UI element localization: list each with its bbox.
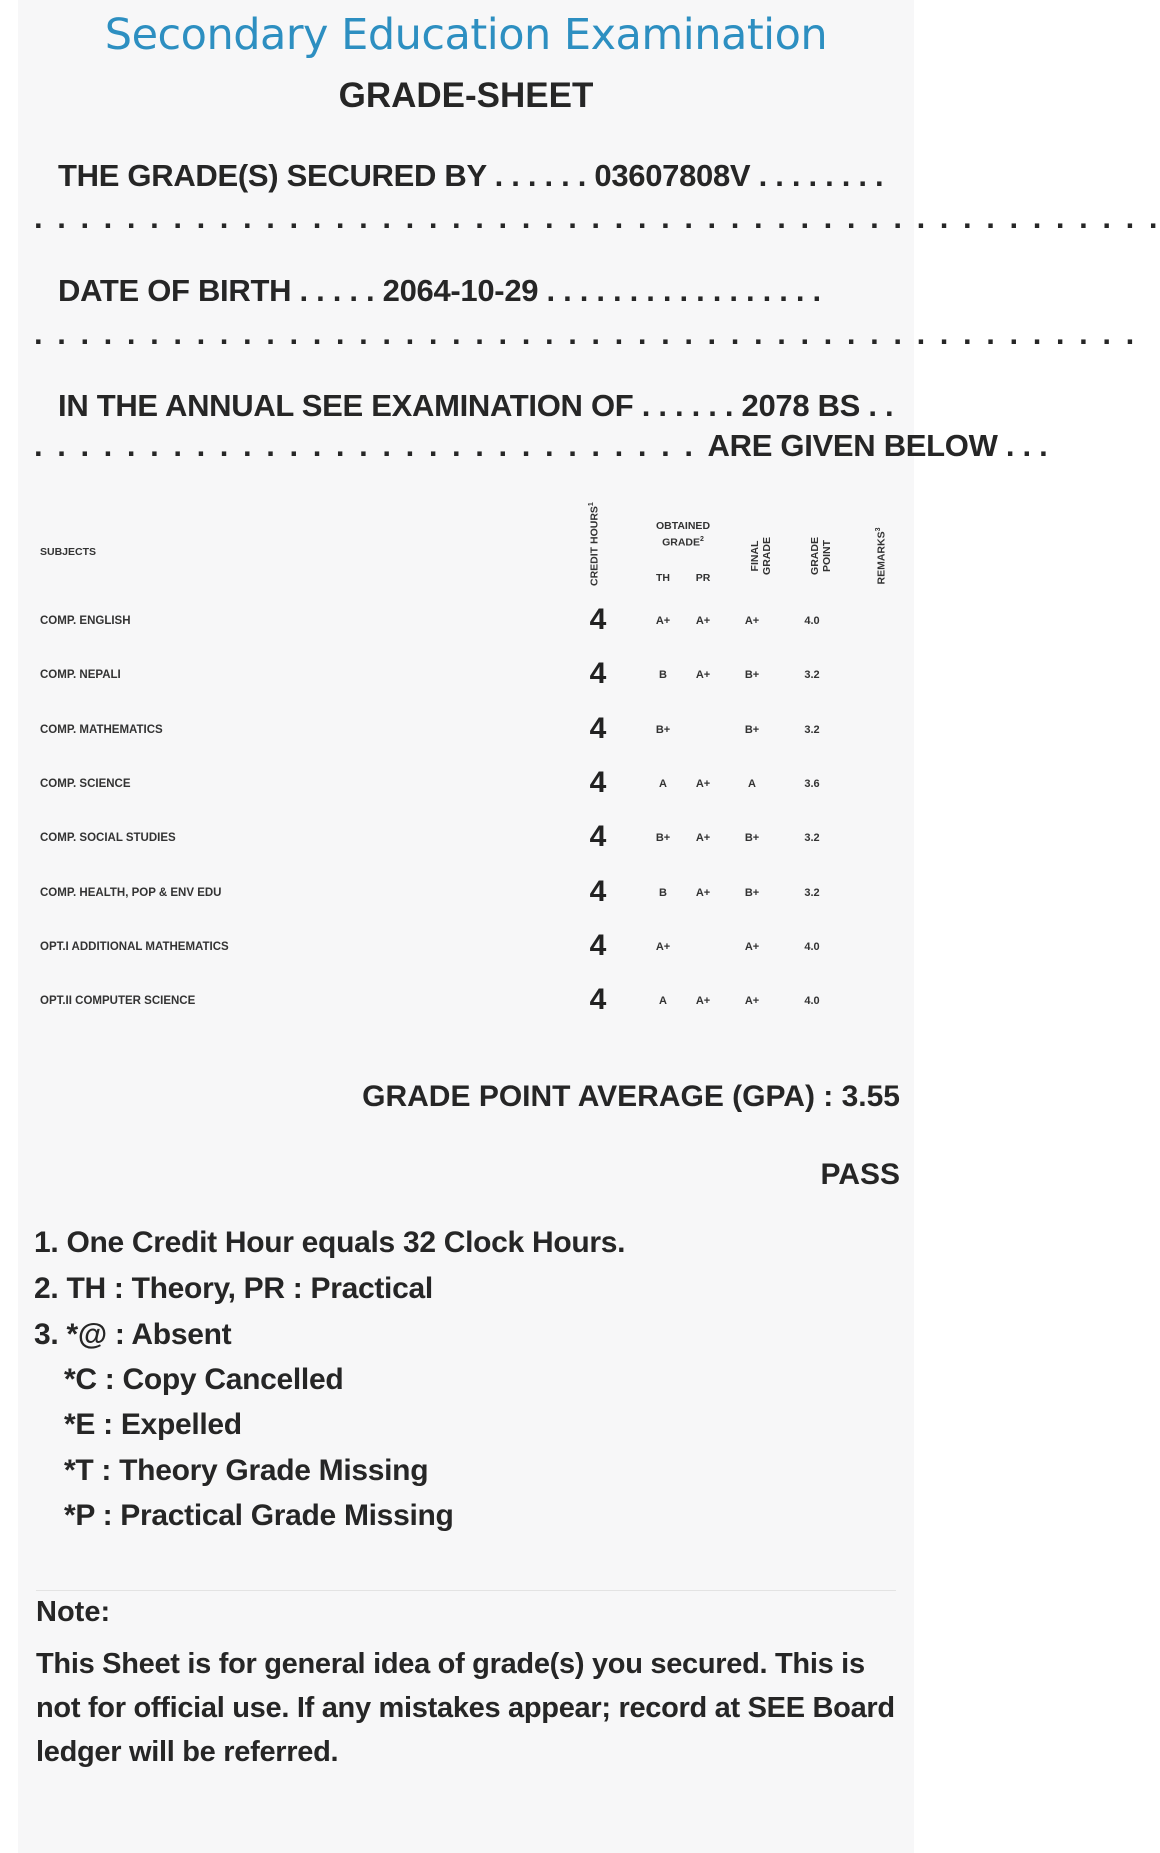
subject-cell: COMP. SOCIAL STUDIES [40, 832, 176, 845]
grade-point-cell: 3.2 [804, 832, 820, 845]
result-status: PASS [820, 1158, 900, 1191]
header-remarks: REMARKS$^3$ [875, 527, 888, 585]
note-label: Note: [36, 1596, 111, 1628]
credit-cell: 4 [589, 874, 607, 908]
dob-value: 2064-10-29 [382, 273, 539, 308]
exam-year: 2078 BS [741, 388, 861, 423]
grade-point-cell: 3.2 [804, 723, 820, 736]
dot-leader: . . . . . . . . . . . . . . . . . [546, 273, 821, 308]
subject-cell: OPT.II COMPUTER SCIENCE [40, 995, 196, 1008]
exam-label: IN THE ANNUAL SEE EXAMINATION OF [58, 388, 634, 423]
pr-grade-cell: A+ [695, 669, 711, 682]
final-grade-cell: A+ [744, 940, 760, 953]
grade-point-cell: 3.6 [804, 777, 820, 790]
final-grade-cell: A [748, 777, 756, 790]
header-pr: PR [695, 572, 711, 584]
grade-point-cell: 4.0 [804, 940, 820, 953]
dot-leader: . . . . . . . . . . . . . . . . . . . . . . . . . . . . . [34, 428, 708, 463]
legend-item: 1. One Credit Hour equals 32 Clock Hours. [34, 1226, 626, 1259]
credit-cell: 4 [589, 603, 607, 636]
table-row [18, 929, 914, 969]
table-row [18, 657, 914, 697]
table-row [18, 875, 914, 915]
secured-by-line [58, 158, 883, 194]
credit-cell: 4 [589, 657, 607, 691]
subject-cell: OPT.I ADDITIONAL MATHEMATICS [40, 940, 229, 953]
dob-line [58, 273, 821, 309]
divider [36, 1590, 896, 1591]
th-grade-cell: B+ [655, 832, 671, 845]
dot-leader-row: . . . . . . . . . . . . . . . . . . . . . . . . . . . . . . . . . . . . . . . . . . . . . . . . [34, 316, 1138, 351]
pr-grade-cell: A+ [695, 777, 711, 790]
table-row [18, 603, 914, 643]
symbol-number: 03607808V [594, 158, 751, 193]
credit-cell: 4 [589, 820, 607, 854]
pr-grade-cell: A+ [695, 832, 711, 845]
legend-item: *P : Practical Grade Missing [64, 1499, 454, 1532]
final-grade-cell: B+ [744, 832, 760, 845]
th-grade-cell: A+ [655, 940, 671, 953]
th-grade-cell: B [659, 886, 667, 899]
dot-leader-row: . . . . . . . . . . . . . . . . . . . . . . . . . . . . . . . . . . . . . . . . . . . . . . . . . [34, 200, 1160, 235]
dot-leader: . . . . . . [494, 158, 595, 193]
final-grade-cell: B+ [744, 723, 760, 736]
subject-cell: COMP. NEPALI [40, 669, 121, 682]
th-grade-cell: B [659, 669, 667, 682]
table-row [18, 766, 914, 806]
subject-cell: COMP. MATHEMATICS [40, 723, 163, 736]
header-subjects: SUBJECTS [40, 546, 97, 558]
subject-cell: COMP. ENGLISH [40, 615, 131, 627]
legend-item: 3. *@ : Absent [34, 1318, 232, 1351]
credit-cell: 4 [589, 711, 607, 745]
header-credit-hours: CREDIT HOURS$^1$ [588, 502, 601, 586]
table-row [18, 983, 914, 1023]
sheet-subtitle: GRADE-SHEET [338, 76, 594, 115]
table-row [18, 820, 914, 860]
given-below-label: ARE GIVEN BELOW [707, 428, 998, 463]
final-grade-cell: B+ [744, 669, 760, 682]
subject-cell: COMP. SCIENCE [40, 777, 131, 790]
dot-leader: . . [868, 388, 894, 423]
pr-grade-cell: A+ [695, 886, 711, 899]
pr-grade-cell: A+ [695, 995, 711, 1008]
credit-cell: 4 [589, 765, 607, 799]
gpa-text: GRADE POINT AVERAGE (GPA) : 3.55 [362, 1080, 900, 1113]
dot-leader: . . . . . . [641, 388, 742, 423]
th-grade-cell: A [659, 777, 667, 790]
grade-point-cell: 4.0 [804, 995, 820, 1008]
dot-leader: . . . . . [299, 273, 383, 308]
header-obtained-grade: OBTAINED GRADE$^2$ [655, 520, 711, 549]
credit-cell: 4 [589, 928, 607, 962]
legend-item: *E : Expelled [64, 1408, 242, 1441]
header-th: TH [656, 572, 670, 584]
legend-item: *C : Copy Cancelled [64, 1363, 344, 1396]
credit-cell: 4 [589, 983, 607, 1017]
final-grade-cell: A+ [744, 615, 760, 627]
subject-cell: COMP. HEALTH, POP & ENV EDU [40, 886, 222, 899]
grade-point-cell: 3.2 [804, 886, 820, 899]
pr-grade-cell: A+ [695, 615, 711, 627]
exam-line [58, 388, 893, 424]
given-below-line [34, 428, 1047, 464]
table-row [18, 712, 914, 752]
grade-point-cell: 4.0 [804, 615, 820, 627]
note-text: This Sheet is for general idea of grade(s) you secured. This is not for official use. If any mistakes appear; record at SEE Board ledger will be referred. [36, 1648, 895, 1768]
exam-title: Secondary Education Examination [104, 10, 828, 60]
header-grade-point: GRADE POINT [809, 537, 833, 575]
dot-leader: . . . [1005, 428, 1048, 463]
header-final-grade: FINAL GRADE [749, 537, 773, 575]
grade-sheet [18, 0, 1160, 1853]
legend-item: *T : Theory Grade Missing [64, 1454, 429, 1487]
legend-item: 2. TH : Theory, PR : Practical [34, 1272, 433, 1305]
final-grade-cell: A+ [744, 995, 760, 1008]
dot-leader: . . . . . . . . [758, 158, 884, 193]
secured-by-label: THE GRADE(S) SECURED BY [58, 158, 487, 193]
final-grade-cell: B+ [744, 886, 760, 899]
dob-label: DATE OF BIRTH [58, 273, 292, 308]
th-grade-cell: B+ [655, 723, 671, 736]
grade-point-cell: 3.2 [804, 669, 820, 682]
th-grade-cell: A+ [655, 615, 671, 627]
th-grade-cell: A [659, 995, 667, 1008]
